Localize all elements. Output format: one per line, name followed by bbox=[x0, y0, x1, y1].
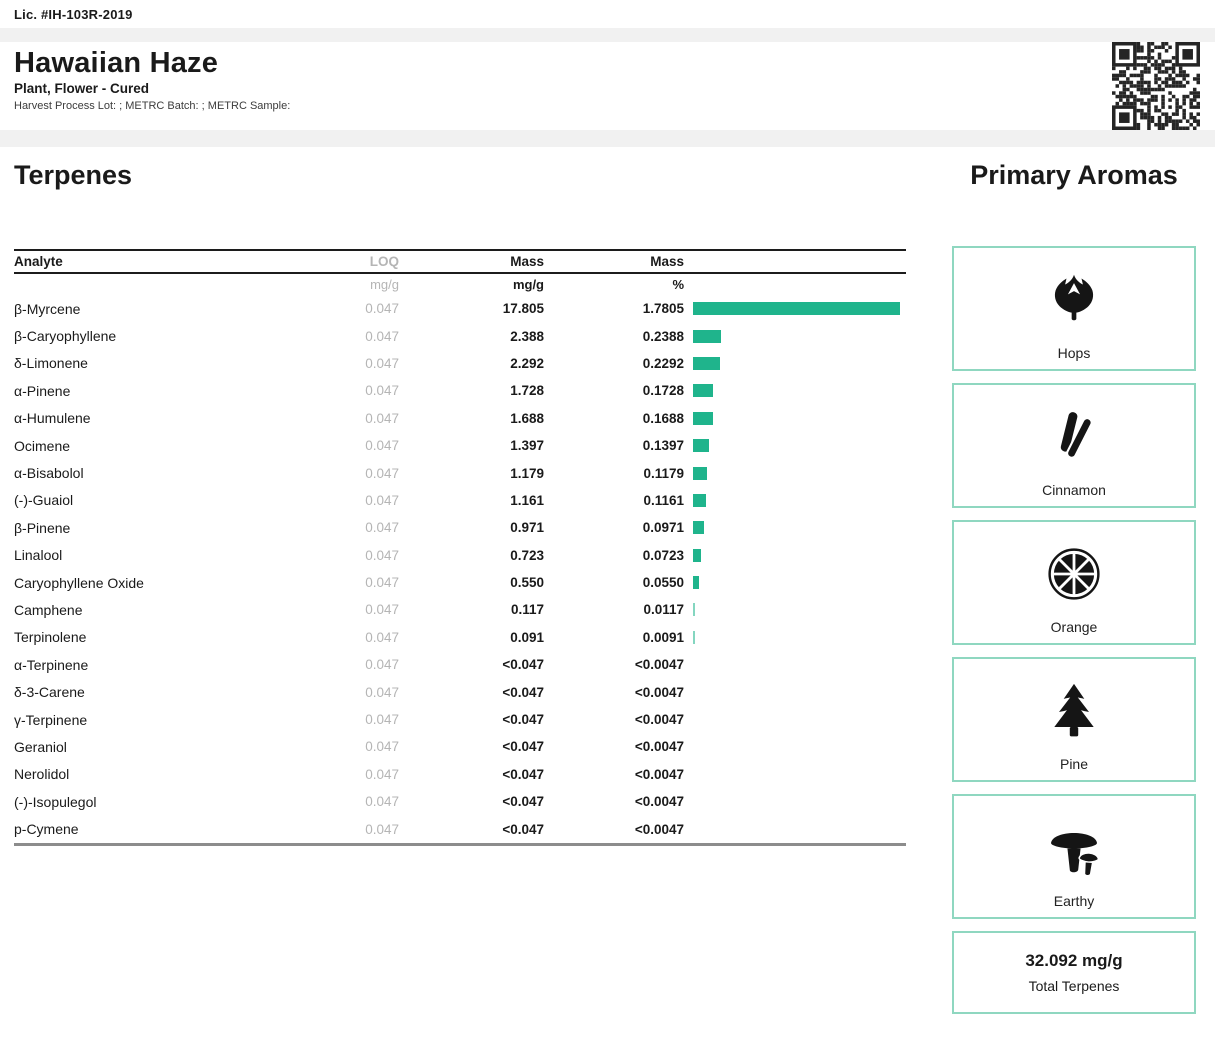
mass-mg-value: 1.161 bbox=[510, 492, 544, 508]
qr-code-icon bbox=[1112, 42, 1200, 130]
mass-bar bbox=[693, 576, 699, 589]
mass-bar bbox=[693, 521, 704, 534]
aroma-card-hops bbox=[952, 246, 1196, 371]
table-row bbox=[14, 322, 906, 349]
mass-mg-value: 0.091 bbox=[510, 629, 544, 645]
mass-pct-value: 0.0117 bbox=[643, 602, 684, 618]
mass-mg-value: 0.971 bbox=[510, 520, 544, 536]
total-terpenes-value: 32.092 mg/g bbox=[1025, 951, 1123, 970]
mass-mg-value: 2.388 bbox=[510, 328, 544, 344]
mass-pct-value: 0.1397 bbox=[642, 438, 684, 454]
pine-tree-icon bbox=[1044, 665, 1104, 756]
mass-mg-value: 17.805 bbox=[502, 301, 544, 317]
mass-bar bbox=[693, 467, 707, 480]
mass-mg-value: 0.550 bbox=[510, 575, 544, 591]
table-row bbox=[14, 487, 906, 514]
col-header-loq: LOQ bbox=[369, 254, 399, 269]
mass-bar bbox=[693, 357, 720, 370]
table-row bbox=[14, 706, 906, 733]
mass-mg-value: 0.117 bbox=[510, 602, 544, 618]
loq-value: 0.047 bbox=[365, 492, 399, 508]
loq-value: 0.047 bbox=[365, 410, 399, 426]
analyte-name: Linalool bbox=[14, 547, 63, 564]
analyte-name: α-Bisabolol bbox=[14, 465, 84, 482]
mass-bar bbox=[693, 494, 706, 507]
table-header-row bbox=[14, 249, 906, 274]
report-header bbox=[0, 42, 1215, 130]
product-type: Plant, Flower - Cured bbox=[14, 81, 150, 96]
col-header-mass: Mass bbox=[510, 254, 544, 269]
mass-bar bbox=[693, 603, 695, 616]
table-row bbox=[14, 459, 906, 486]
loq-value: 0.047 bbox=[365, 465, 399, 481]
terpenes-section-title: Terpenes bbox=[14, 160, 133, 190]
loq-value: 0.047 bbox=[365, 739, 399, 755]
mass-mg-value: 2.292 bbox=[510, 355, 544, 371]
mass-pct-value: 0.0723 bbox=[642, 547, 684, 563]
mass-mg-value: 0.723 bbox=[510, 547, 544, 563]
table-row bbox=[14, 596, 906, 623]
analyte-name: (-)-Isopulegol bbox=[14, 793, 97, 810]
mass-mg-value: 1.688 bbox=[510, 410, 544, 426]
mass-pct-value: <0.0047 bbox=[634, 712, 684, 728]
table-row bbox=[14, 624, 906, 651]
mass-mg-value: <0.047 bbox=[502, 766, 544, 782]
analyte-name: β-Pinene bbox=[14, 519, 71, 536]
table-row bbox=[14, 350, 906, 377]
mass-pct-unit: % bbox=[672, 277, 684, 292]
mass-pct-value: 0.1179 bbox=[643, 465, 684, 481]
mass-pct-value: 0.0091 bbox=[642, 629, 684, 645]
loq-value: 0.047 bbox=[365, 629, 399, 645]
table-row bbox=[14, 295, 906, 322]
mass-unit: mg/g bbox=[512, 277, 544, 292]
aroma-label: Cinnamon bbox=[1042, 482, 1106, 498]
mushrooms-icon bbox=[1044, 802, 1104, 893]
analyte-name: α-Pinene bbox=[14, 382, 71, 399]
mass-bar bbox=[693, 384, 713, 397]
mass-mg-value: <0.047 bbox=[502, 794, 544, 810]
mass-bar bbox=[693, 631, 695, 644]
mass-pct-value: <0.0047 bbox=[634, 684, 684, 700]
loq-value: 0.047 bbox=[365, 547, 399, 563]
analyte-name: Geraniol bbox=[14, 738, 67, 755]
aroma-label: Orange bbox=[1050, 619, 1098, 635]
loq-value: 0.047 bbox=[365, 438, 399, 454]
analyte-name: Terpinolene bbox=[14, 629, 87, 646]
mass-mg-value: <0.047 bbox=[502, 684, 544, 700]
loq-value: 0.047 bbox=[365, 520, 399, 536]
table-row bbox=[14, 405, 906, 432]
total-terpenes-box bbox=[952, 931, 1196, 1014]
mass-pct-value: <0.0047 bbox=[634, 766, 684, 782]
loq-unit: mg/g bbox=[370, 277, 399, 292]
mass-pct-value: 0.1728 bbox=[642, 383, 684, 399]
aroma-label: Pine bbox=[1059, 756, 1089, 772]
table-row bbox=[14, 651, 906, 678]
mass-bar bbox=[693, 439, 709, 452]
table-units-row bbox=[14, 274, 906, 295]
analyte-name: Nerolidol bbox=[14, 766, 70, 783]
mass-mg-value: 1.179 bbox=[510, 465, 544, 481]
mass-mg-value: <0.047 bbox=[502, 821, 544, 837]
aroma-card-earthy bbox=[952, 794, 1196, 919]
aroma-card-pine bbox=[952, 657, 1196, 782]
table-body bbox=[14, 295, 906, 843]
hops-icon bbox=[1044, 254, 1104, 345]
analyte-name: Camphene bbox=[14, 601, 83, 618]
divider-band-top bbox=[0, 28, 1215, 42]
loq-value: 0.047 bbox=[365, 602, 399, 618]
mass-pct-value: <0.0047 bbox=[634, 794, 684, 810]
mass-pct-value: 1.7805 bbox=[642, 301, 684, 317]
mass-mg-value: <0.047 bbox=[502, 712, 544, 728]
orange-slice-icon bbox=[1044, 528, 1104, 619]
loq-value: 0.047 bbox=[365, 712, 399, 728]
analyte-name: α-Humulene bbox=[14, 410, 91, 427]
aromas-section-title: Primary Aromas bbox=[970, 160, 1178, 190]
primary-aromas-section bbox=[952, 147, 1196, 1014]
analyte-name: β-Caryophyllene bbox=[14, 328, 117, 345]
table-row bbox=[14, 432, 906, 459]
table-row bbox=[14, 569, 906, 596]
license-number: Lic. #IH-103R-2019 bbox=[14, 7, 133, 22]
mass-bar bbox=[693, 302, 900, 315]
table-row bbox=[14, 678, 906, 705]
loq-value: 0.047 bbox=[365, 575, 399, 591]
loq-value: 0.047 bbox=[365, 821, 399, 837]
loq-value: 0.047 bbox=[365, 328, 399, 344]
mass-pct-value: 0.0971 bbox=[642, 520, 684, 536]
analyte-name: β-Myrcene bbox=[14, 300, 81, 317]
mass-pct-value: 0.2292 bbox=[642, 355, 684, 371]
analyte-name: γ-Terpinene bbox=[14, 711, 88, 728]
terpenes-section bbox=[14, 147, 906, 1014]
aroma-cards bbox=[952, 246, 1196, 919]
table-row bbox=[14, 788, 906, 815]
analyte-name: Ocimene bbox=[14, 437, 71, 454]
mass-mg-value: 1.397 bbox=[510, 438, 544, 454]
mass-pct-value: 0.1688 bbox=[642, 410, 684, 426]
mass-pct-value: <0.0047 bbox=[634, 657, 684, 673]
metrc-meta-line: Harvest Process Lot: ; METRC Batch: ; METRC Sample: bbox=[14, 100, 291, 112]
mass-bar bbox=[693, 330, 721, 343]
table-row bbox=[14, 815, 906, 842]
aroma-card-orange bbox=[952, 520, 1196, 645]
main-content bbox=[0, 147, 1215, 1014]
loq-value: 0.047 bbox=[365, 657, 399, 673]
mass-mg-value: <0.047 bbox=[502, 657, 544, 673]
analyte-name: δ-Limonene bbox=[14, 355, 88, 372]
terpenes-table bbox=[14, 249, 906, 846]
table-row bbox=[14, 733, 906, 760]
mass-mg-value: 1.728 bbox=[510, 383, 544, 399]
product-name: Hawaiian Haze bbox=[14, 47, 219, 79]
loq-value: 0.047 bbox=[365, 684, 399, 700]
analyte-name: Caryophyllene Oxide bbox=[14, 574, 144, 591]
analyte-name: p-Cymene bbox=[14, 821, 79, 838]
loq-value: 0.047 bbox=[365, 301, 399, 317]
total-terpenes-label: Total Terpenes bbox=[1028, 978, 1120, 994]
table-row bbox=[14, 761, 906, 788]
col-header-analyte: Analyte bbox=[14, 254, 63, 269]
table-row bbox=[14, 514, 906, 541]
aroma-card-cinnamon bbox=[952, 383, 1196, 508]
mass-pct-value: 0.0550 bbox=[642, 575, 684, 591]
loq-value: 0.047 bbox=[365, 355, 399, 371]
analyte-name: α-Terpinene bbox=[14, 656, 89, 673]
loq-value: 0.047 bbox=[365, 766, 399, 782]
mass-pct-value: 0.1161 bbox=[643, 492, 684, 508]
col-header-mass-pct: Mass bbox=[650, 254, 684, 269]
mass-bar bbox=[693, 412, 713, 425]
analyte-name: (-)-Guaiol bbox=[14, 492, 74, 509]
mass-pct-value: <0.0047 bbox=[634, 739, 684, 755]
mass-pct-value: 0.2388 bbox=[642, 328, 684, 344]
table-row bbox=[14, 377, 906, 404]
mass-bar bbox=[693, 549, 701, 562]
loq-value: 0.047 bbox=[365, 794, 399, 810]
mass-mg-value: <0.047 bbox=[502, 739, 544, 755]
table-row bbox=[14, 542, 906, 569]
divider-band-header bbox=[0, 130, 1215, 147]
loq-value: 0.047 bbox=[365, 383, 399, 399]
mass-pct-value: <0.0047 bbox=[634, 821, 684, 837]
analyte-name: δ-3-Carene bbox=[14, 684, 85, 701]
aroma-label: Hops bbox=[1057, 345, 1091, 361]
cinnamon-sticks-icon bbox=[1044, 391, 1104, 482]
aroma-label: Earthy bbox=[1053, 893, 1095, 909]
